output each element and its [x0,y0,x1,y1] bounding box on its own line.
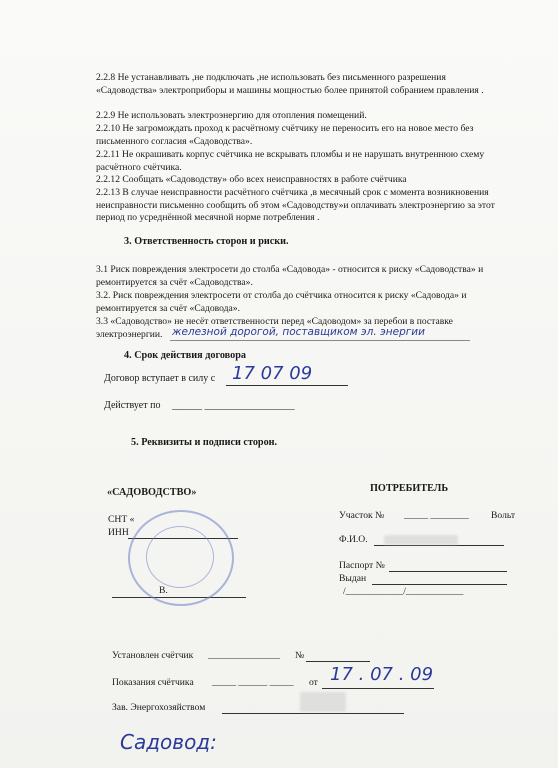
passport-label: Паспорт № [339,560,385,571]
left-party-title: «САДОВОДСТВО» [107,487,197,498]
clause-3-3-line1: 3.3 «Садоводство» не несёт ответственности перед «Садоводом» за перебои в поставке [96,316,453,327]
manager-signature [300,692,346,712]
volt-label: Вольт [491,510,516,521]
meter-installed-blank: _______________ [208,650,280,661]
meter-installed-label: Установлен счётчик [112,650,194,661]
effective-date-value: 17 07 09 [232,363,313,384]
reading-date-value: 17 . 07 . 09 [330,664,434,685]
meter-number-label: № [295,650,305,661]
fio-label: Ф.И.О. [339,534,368,545]
clause-2-2-10: 2.2.10 Не загромождать проход к расчётному счётчику не переносить его на новое место без письменного согласия «Садоводства». [96,123,474,147]
energy-manager-label: Зав. Энергохозяйством [112,702,206,713]
valid-until-label: Действует по [104,400,161,411]
energy-manager-line [222,713,404,714]
passport-line [389,571,507,572]
section-5-title: 5. Реквизиты и подписи сторон. [131,437,278,448]
clause-3-3-line2: электроэнергии. [96,329,163,340]
plot-label: Участок № [339,510,385,521]
snt-label: СНТ « [108,514,135,525]
issued-blank: /____________/____________ [343,586,464,597]
meter-readings-blank: _____ ______ _____ [212,677,294,688]
clause-2-2-12: 2.2.12 Сообщать «Садоводству» обо всех неисправностях в работе счётчика [96,174,407,185]
clause-2-2-9: 2.2.9 Не использовать электроэнергию для отопления помещений. [96,110,367,121]
clause-2-2-13: 2.2.13 В случае неисправности расчётного счётчика ,в месячный срок с момента возникновения неисправности письменно сообщить об этом «Садоводству»и оплачивать электроэнергию за этот период по усреднённой месячной норме потребления . [96,187,495,224]
right-party-title: ПОТРЕБИТЕЛЬ [370,483,449,494]
fio-line [374,545,504,546]
redacted-name [384,535,458,545]
meter-number-line [306,661,370,662]
effective-date-label: Договор вступает в силу с [104,373,216,384]
clause-3-2: 3.2. Риск повреждения электросети от столба до счётчика относится к риску «Садовода» и ремонтируется за счёт «Садовода». [96,290,467,314]
issued-label: Выдан [339,573,367,584]
plot-blank: _____ ________ [404,510,469,521]
clause-2-2-11: 2.2.11 Не окрашивать корпус счётчика не вскрывать пломбы и не нарушать внутреннюю схему расчётного счётчика. [96,149,485,173]
handwriting-underline [170,340,470,341]
clause-3-1: 3.1 Риск повреждения электросети до столба «Садовода» - относится к риску «Садоводства» и ремонтируется за счёт «Садоводства». [96,264,484,288]
handwritten-signature-label: Садовод: [120,730,217,754]
inn-label: ИНН [108,527,129,538]
meter-readings-label: Показания счётчика [112,677,194,688]
clause-2-2-8: 2.2.8 Не устанавливать ,не подключать ,не использовать без письменного разрешения «Садоводства» электроприборы и машины мощностью более принятой собранием правления . [96,72,484,96]
issued-line [372,584,507,585]
section-4-title: 4. Срок действия договора [124,350,246,361]
section-3-title: 3. Ответственность сторон и риски. [124,236,289,247]
valid-until-blank: ______ __________________ [172,400,295,411]
effective-date-line [226,385,348,386]
reading-date-label: от [309,677,318,688]
handwritten-clause-addition: железной дорогой, поставщиком эл. энергии [172,326,425,338]
official-stamp [128,510,234,606]
signature-initial: В. [159,585,168,596]
reading-date-line [322,688,434,689]
